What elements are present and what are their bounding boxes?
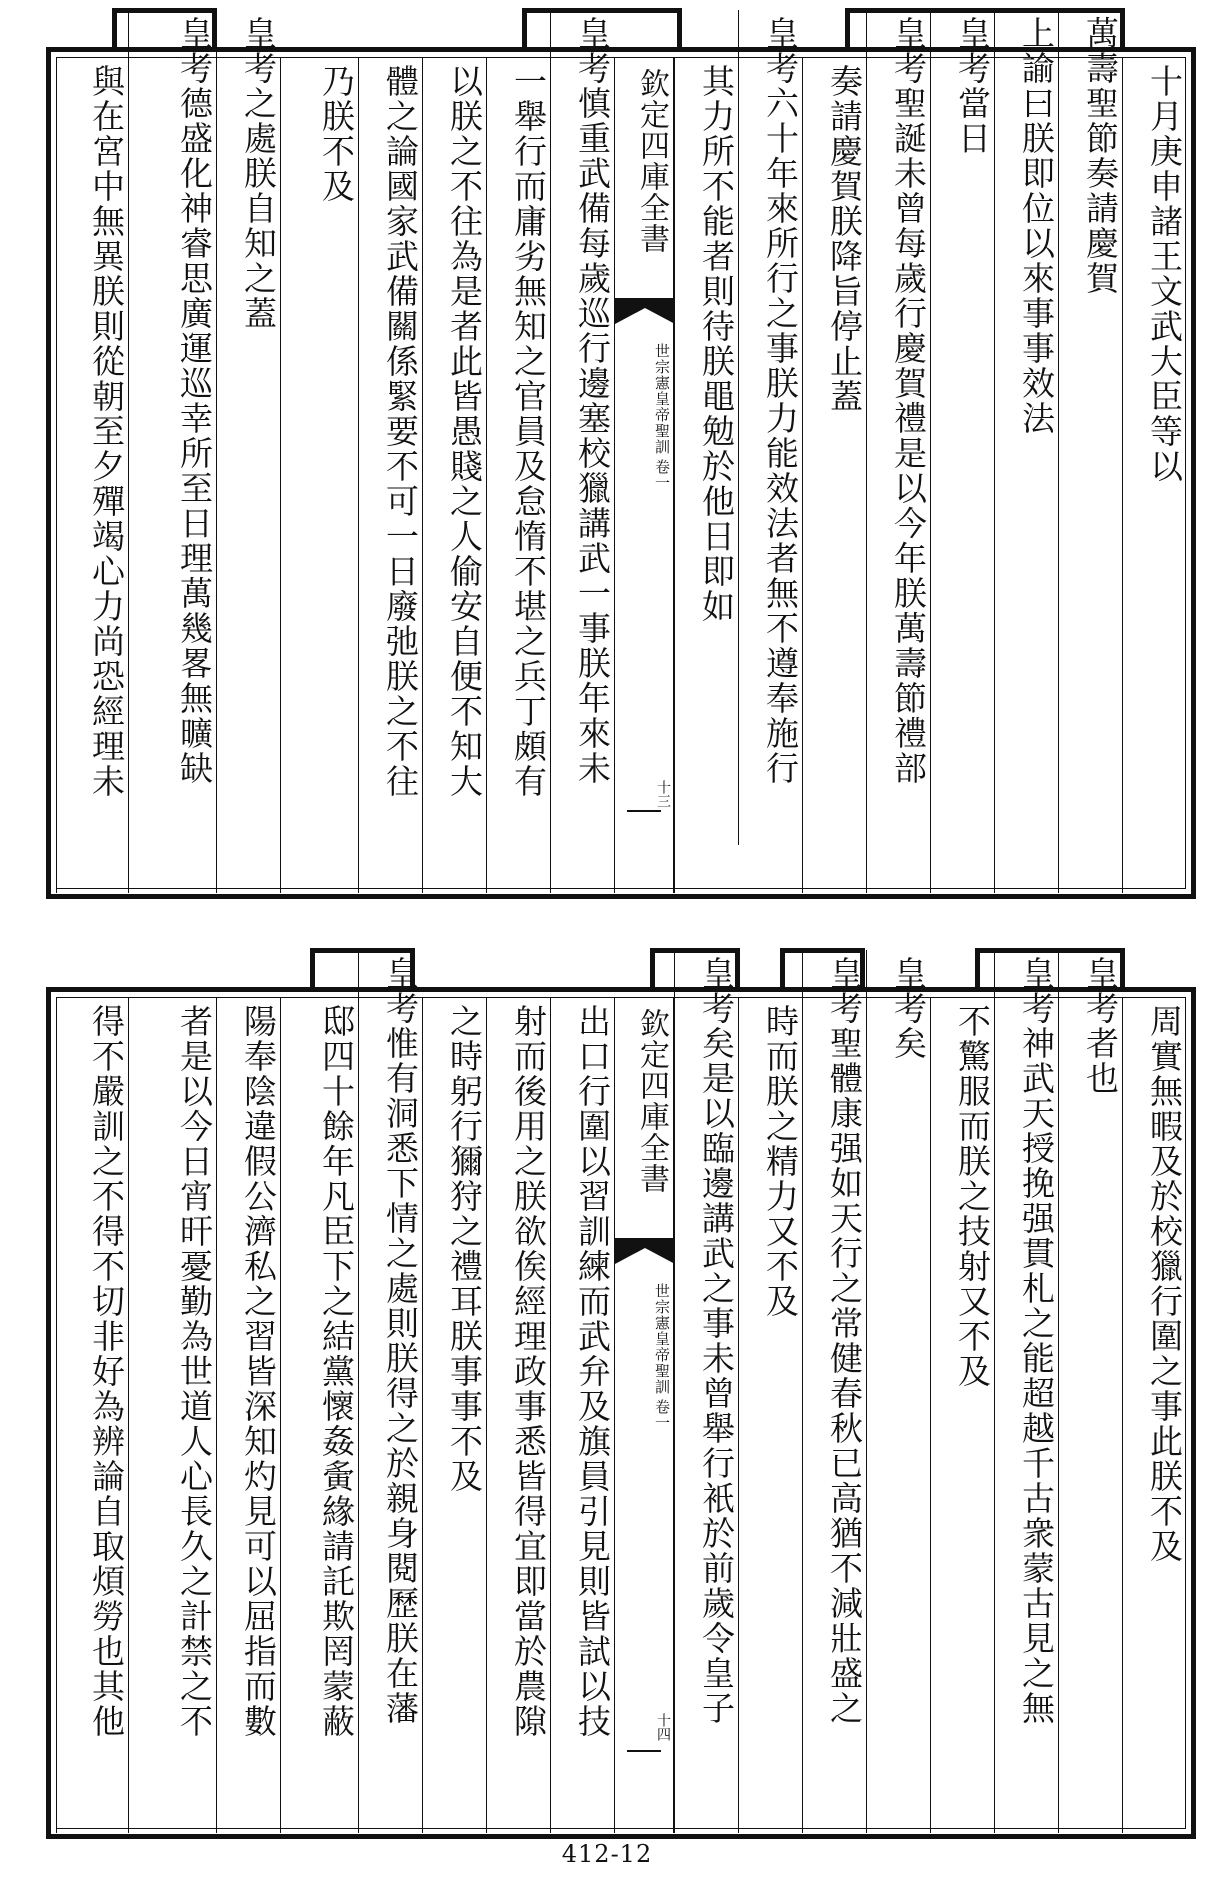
section-title: 世宗憲皇帝聖訓: [653, 343, 671, 455]
column-text: 皇考當日: [953, 16, 992, 156]
column-text: 射而後用之朕欲俟經理政事悉皆得宜即當於農隙: [509, 1004, 548, 1739]
column-text: 體之論國家武備關係緊要不可一日廢弛朕之不往: [381, 64, 420, 799]
volume-label: 卷一: [653, 459, 671, 491]
column-text: 皇考慎重武備每歲巡行邊塞校獵講武一事朕年來未: [573, 16, 612, 786]
page-number: 412-12: [561, 1840, 653, 1868]
text-column: [280, 58, 358, 893]
column-text: 者是以今日宵旰憂勤為世道人心長久之計禁之不: [175, 1004, 214, 1739]
folio-number: 十四: [655, 1713, 671, 1741]
lower-page: [0, 940, 1214, 1840]
column-text: 出口行圍以習訓練而武弁及旗員引見則皆試以技: [573, 1004, 612, 1739]
column-text: 陽奉陰違假公濟私之習皆深知灼見可以屈指而數: [239, 1004, 278, 1739]
text-column: [216, 998, 280, 1833]
text-column: [550, 10, 614, 893]
text-column: [422, 998, 486, 1833]
text-column: [930, 998, 994, 1833]
folio-rule: [627, 810, 662, 812]
text-column: [1122, 998, 1186, 1833]
column-text: 奏請慶賀朕降旨停止蓋: [825, 64, 864, 414]
column-text: 萬壽聖節奏請慶賀: [1081, 16, 1120, 296]
text-column: [802, 950, 866, 1833]
text-column: [994, 10, 1058, 893]
folio-number: 十三: [655, 780, 671, 808]
text-column: [280, 998, 358, 1833]
column-text: 邸四十餘年凡臣下之結黨懷姦夤緣請託欺罔蒙蔽: [317, 1004, 356, 1739]
section-info: [615, 343, 673, 491]
column-text: 得不嚴訓之不得不切非好為辨論自取煩勞也其他: [87, 1004, 126, 1739]
column-text: 皇考矣是以臨邊講武之事未曾舉行衹於前歲令皇子: [697, 956, 736, 1726]
text-column: [994, 950, 1058, 1833]
column-text: 時而朕之精力又不及: [761, 1004, 800, 1319]
column-text: 皇考六十年來所行之事朕力能效法者無不遵奉施行: [761, 16, 800, 786]
column-text: 乃朕不及: [317, 64, 356, 204]
column-text: 一舉行而庸劣無知之官員及怠惰不堪之兵丁頗有: [509, 64, 548, 799]
text-column: [486, 58, 550, 893]
column-text: 皇考神武天授挽强貫札之能超越千古衆蒙古見之無: [1017, 956, 1056, 1726]
text-column: [674, 950, 738, 1833]
column-text: 以朕之不往為是者此皆愚賤之人偷安自便不知大: [445, 64, 484, 799]
text-column: [56, 998, 128, 1833]
column-text: 十月庚申諸王文武大臣等以: [1145, 64, 1184, 484]
fishtail-mark: [615, 1238, 675, 1270]
text-column: [1122, 58, 1186, 893]
upper-page: [0, 0, 1214, 900]
book-title: 欽定四庫全書: [634, 68, 669, 254]
text-column: [358, 950, 422, 1833]
section-title: 世宗憲皇帝聖訓: [653, 1283, 671, 1395]
text-column: [128, 10, 216, 893]
text-column: [802, 58, 866, 893]
text-column: [422, 58, 486, 893]
column-text: 周實無暇及於校獵行圍之事此朕不及: [1145, 1004, 1184, 1564]
column-text: 與在宮中無異朕則從朝至夕殫竭心力尚恐經理未: [87, 64, 126, 799]
book-title: 欽定四庫全書: [634, 1008, 669, 1194]
text-column: [1058, 10, 1122, 893]
column-text: 之時躬行獮狩之禮耳朕事事不及: [445, 1004, 484, 1494]
text-column: [930, 10, 994, 893]
text-column: [866, 10, 930, 893]
column-text: 皇考聖誕未曾每歲行慶賀禮是以今年朕萬壽節禮部: [889, 16, 928, 786]
text-column: [1058, 950, 1122, 1833]
column-text: 皇考聖體康强如天行之常健春秋已高猶不減壯盛之: [825, 956, 864, 1726]
column-text: 皇考惟有洞悉下情之處則朕得之於親身閱歷朕在藩: [381, 956, 420, 1726]
column-text: 皇考之處朕自知之蓋: [239, 16, 278, 331]
center-fold: [614, 58, 674, 893]
column-text: 不驚服而朕之技射又不及: [953, 1004, 992, 1389]
column-text: 皇考矣: [889, 956, 928, 1061]
section-info: [615, 1283, 673, 1431]
column-text: 皇考德盛化神睿思廣運巡幸所至日理萬幾畧無曠缺: [175, 16, 214, 786]
text-column: [486, 998, 550, 1833]
text-column: [550, 998, 614, 1833]
center-fold: [614, 998, 674, 1833]
text-column: [738, 998, 802, 1833]
text-column: [128, 998, 216, 1833]
text-column: [216, 10, 280, 893]
column-text: 其力所不能者則待朕黽勉於他日即如: [697, 64, 736, 624]
text-column: [56, 58, 128, 893]
fishtail-mark: [615, 298, 675, 330]
column-text: 皇考者也: [1081, 956, 1120, 1096]
text-column: [674, 58, 738, 893]
text-column: [738, 10, 802, 845]
text-column: [358, 58, 422, 893]
volume-label: 卷一: [653, 1399, 671, 1431]
folio-rule: [627, 1750, 662, 1752]
column-text: 上諭曰朕即位以來事事效法: [1017, 16, 1056, 436]
text-column: [866, 950, 930, 1833]
